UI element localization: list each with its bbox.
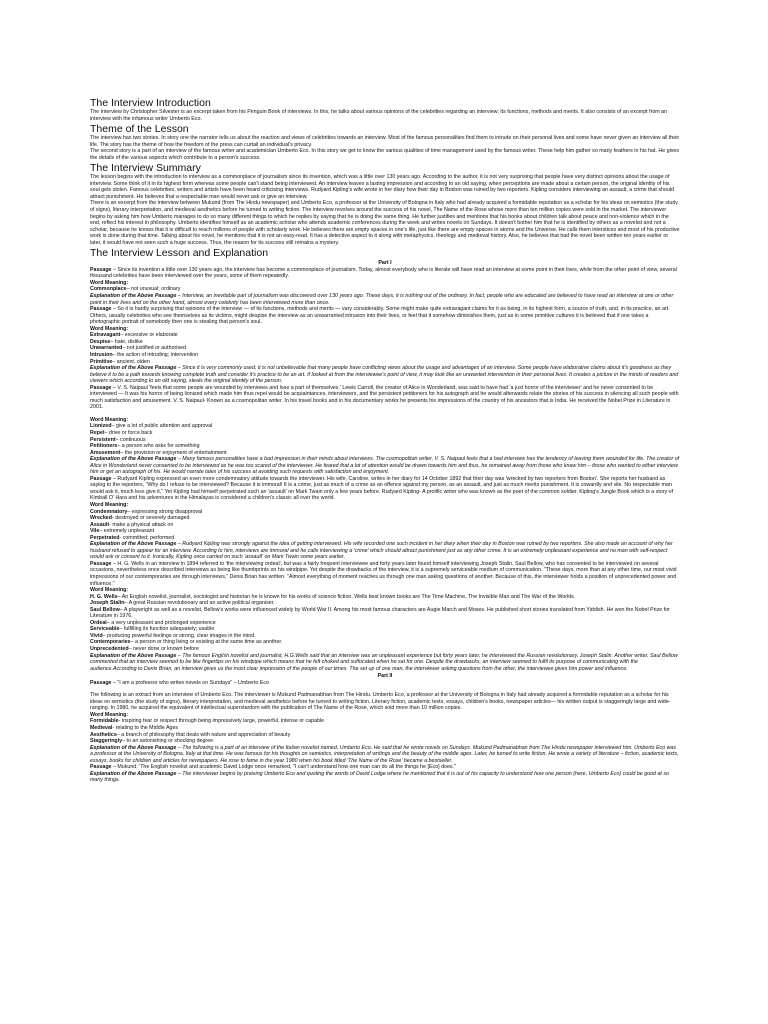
passage-label: Passage <box>90 679 112 686</box>
word-definition: – a branch of philosophy that deals with nature and appreciation of beauty <box>116 731 291 738</box>
explanation-text: – Since it is very commonly used, it is not unbelievable that many people have conflicting views about the usage and advantages of an interview. Some people have elaborative claims about it's goodness as they believe it to be a path towards knowing complete truth and consider it's practice to be an art. If looked at from the interviewee's point of view, it may look like an unwanted intervention in their personal lives. It creates a picture in the minds of readers and viewers which according to an old saying, steals the original identity of the person. <box>90 365 679 385</box>
word-term: Lionized <box>90 423 112 430</box>
word-term: Saul Bellow <box>90 606 120 613</box>
word-definition: – drive or force back <box>104 429 153 436</box>
word-term: Persistent <box>90 436 116 443</box>
word-list-2 <box>90 332 680 365</box>
passage-3 <box>90 385 680 411</box>
word-term: Unprecedented <box>90 646 129 653</box>
passage-4 <box>90 476 680 502</box>
word-term: Despise <box>90 338 111 345</box>
word-term: Serviceable <box>90 626 120 633</box>
word-definition: – An English novelist, journalist, sociologist and historian he is known for his works of science fiction. Wells best known books are The Time Machine, The Invisible Man and The War of the Worlds. <box>117 593 576 600</box>
word-definition: – not justified or authorised <box>122 345 186 352</box>
introduction-text: The Interview by Christopher Silvester is an excerpt taken from his Penguin Book of interviews. In this, he talks about various opinions of the celebrities regarding an interview; its functions, methods and merits. It also consists of an excerpt from an interview with the infamous writer Umberto Eco. <box>90 109 668 122</box>
passage-label: Passage <box>90 560 112 567</box>
word-meaning-label: Word Meaning: <box>90 279 129 286</box>
explanation-2 <box>90 365 680 385</box>
word-term: Primitive <box>90 358 113 365</box>
word-definition: – to an astonishing or shocking degree <box>122 738 214 745</box>
word-definition: – fulfilling its function adequately; usable <box>119 626 215 633</box>
word-term: Condemnatory <box>90 508 128 515</box>
passage-5 <box>90 561 680 587</box>
word-list-5 <box>90 594 680 653</box>
passage-label: Passage <box>90 475 112 482</box>
explanation-5 <box>90 653 680 673</box>
word-term: Aesthetics <box>90 731 117 738</box>
heading-theme: Theme of the Lesson <box>90 123 189 136</box>
explanation-label: Explanation of the Above Passage <box>90 456 177 463</box>
word-meaning-label: Word Meaning: <box>90 711 129 718</box>
passage-text: – So it is hardly surprising that opinions of the interview — of its functions, methods and merits — vary considerably. Some might make quite extravagant claims for it as being, in its highest form, a source of truth, and, in its practice, an art. Others, usually celebrities who see themselves as its victims, might despise the interview as an unwarranted intrusion into their lives, or feel that it somehow diminishes them, just as in some primitive cultures it is believed that if one takes a photographic portrait of somebody then one is stealing that person's soul. <box>90 306 670 326</box>
heading-introduction: The Interview Introduction <box>90 97 211 109</box>
explanation-label: Explanation of the Above Passage <box>90 541 177 548</box>
word-definition: – expressing strong disapproval <box>127 508 203 515</box>
passage-1 <box>90 267 680 280</box>
heading-lesson: The Interview Lesson and Explanation <box>90 247 269 260</box>
word-definition: – producing powerful feelings or strong, clear images in the mind. <box>102 632 256 639</box>
word-term: Repel <box>90 429 105 436</box>
word-definition: – never done or known before <box>128 646 199 653</box>
word-definition: – a very unpleasant and prolonged experience <box>106 619 216 626</box>
word-term: Vile <box>90 528 100 535</box>
word-term: Wrecked <box>90 515 112 522</box>
explanation-1 <box>90 293 680 306</box>
word-definition: – extremely unpleasant <box>99 528 155 535</box>
passage-label: Passage <box>90 266 112 273</box>
word-term: Staggeringly <box>90 738 123 745</box>
explanation-text: – Rudyard Kipling was strongly against the idea of getting interviewed. His wife recorded one such incident in her diary when their day in Boston was ruined by two reporters. She also made an account of why her husband refused to appear for an interview. According to him, interviews are immoral and he calls interviewing a 'crime' which should attract punishment just as any other crime. It is an extremely unpleasant experience and no man with self-respect would ask or consent to it. Ironically, Kipling once carried on such 'assault' on Mark Twain some years earlier. <box>90 541 673 561</box>
quote-text: – "I am a professor who writes novels on Sundays" – Umberto Eco <box>111 679 269 686</box>
word-definition: – give a lot of public attention and approval <box>111 423 213 430</box>
explanation-text: – The famous English novelist and journalist, H.G.Wells said that an interview was an unpleasant experience but forty years later, he interviewed the Russian revolutionary, Joseph Stalin. Another writer, Saul Bellow commented that an interview seemed to be like fingertips on his windpipe which means that he felt choked and suffocated when he sat for one. Despite the drawbacks, an interview seemed to fulfil its purpose of communicating with the audience.According to Denis Brian, an interview gives us the most clear impression of the people of our times. The set up of one man, the interviewer asking questions from the other, the interviewee gives him power and influence. <box>90 652 678 672</box>
word-term: Extravagant <box>90 332 121 339</box>
word-term: Contemporaries <box>90 639 131 646</box>
word-term: Petitioners <box>90 443 118 450</box>
explanation-label: Explanation of the Above Passage <box>90 293 177 300</box>
explanation-7 <box>90 771 680 784</box>
word-term: Perpetrated <box>90 534 120 541</box>
word-term: Intrusion <box>90 351 113 358</box>
word-definition: - committed; performed <box>119 534 175 541</box>
explanation-3 <box>90 456 680 476</box>
passage-label: Passage <box>90 764 112 771</box>
word-term: Formidable <box>90 718 119 725</box>
passage-text: – Mukund: 'The English novelist and academic David Lodge once remarked, "I can't understand how one man can do all the things he [Eco] does." <box>111 764 456 771</box>
word-definition: – a person who asks for something <box>117 443 200 450</box>
explanation-text: – Interview, an inevitable part of journalism was discovered over 130 years ago. These days, it is nothing out of the ordinary. In fact, people who are educated are believed to have read an interview at one or other point in their lives and on the other hand, almost every celebrity has been interviewed more than once. <box>90 293 674 306</box>
word-meaning-label: Word Meaning: <box>90 587 129 594</box>
heading-summary: The Interview Summary <box>90 162 201 175</box>
passage-2 <box>90 306 680 326</box>
word-definition: – A great Russian revolutionary and an active political organiser. <box>124 600 275 607</box>
word-definition: - destroyed or severely damaged <box>111 515 190 522</box>
word-list-3 <box>90 423 680 456</box>
word-definition: - relating to the Middle Ages <box>112 725 179 732</box>
word-term: Unwarranted <box>90 345 123 352</box>
word-term: Assault <box>90 521 110 528</box>
word-definition: – ancient, olden <box>112 358 150 365</box>
word-meaning-label: Word Meaning: <box>90 416 129 423</box>
passage-text: – Rudyard Kipling expressed an even more condemnatory attitude towards the interviewer. His wife, Caroline, writes in her diary for 14 October 1892 that their day was 'wrecked by two reporters from Boston'. She reports her husband as saying to the reporters, "Why do I refuse to be interviewed? Because it is immoral! It is a crime, just as much of a crime as an offence against my person, as an assault, and just as much merits punishment. It is cowardly and vile. No respectable man would ask it, much less give it," Yet Kipling had himself perpetrated such an 'assault' on Mark Twain only a few years before. Rudyard Kipling- A prolific writer who was known as the poet of the common soldier. Kipling's Jungle Book which is a story of Kimball O' Hara and his adventures in the Himalayas is considered a children's classic all over the world. <box>90 475 674 502</box>
explanation-6 <box>90 745 680 765</box>
summary-text-1: The lesson begins with the introduction to interview as a commonplace of journalism since its invention, which was a little over 130 years ago. According to the author, it is not very surprising that people have very distinct opinions about the usage of interview. Some think of it in its highest form whereas some people can't stand being interviewed. An interview leaves a lasting impression and according to an old saying, when perceptions are made about a certain person, the original identity of his soul gets stolen. Famous celebrities, writers and artists have been heard criticising interviews. Rudyard Kipling's wife wrote in her diary how their day in Boston was ruined by two reporters. Kipling considers interviewing an assault, a crime that should attract punishment. He believes that a respectable man would never ask or give an interview. <box>90 174 674 200</box>
explanation-label: Explanation of the Above Passage <box>90 652 177 659</box>
word-definition: – a person or thing living or existing at the same time as another. <box>130 639 283 646</box>
passage-text: – H. G. Wells in an interview in 1894 referred to 'the interviewing ordeal', but was a fairly frequent interviewee and forty years later found himself interviewing Joseph Stalin. Saul Bellow, who has consented to be interviewed on several occasions, nevertheless once described interviews as being like thumbprints on his windpipe. Yet despite the drawbacks of the interview, it is a supremely serviceable medium of communication. "These days, more than at any other time, our most vivid impressions of our contemporaries are through interviews," Denis Brian has written. "Almost everything of moment reaches us through one man asking questions of another. Because of this, the interviewer holds a position of unprecedented power and influence." <box>90 560 677 587</box>
word-meaning-item <box>90 607 680 620</box>
word-meaning-label: Word Meaning: <box>90 325 129 332</box>
explanation-text: – The interviewer begins by praising Umberto Eco and quoting the words of David Lodge where he mentioned that it is out of his capacity to understand how one person (here, Umberto Eco) could be good at so many things. <box>90 770 669 784</box>
explanation-text: – Many famous personalities have a bad impression in their minds about interviews. The cosmopolitan writer, V. S. Naipaul feels that a bad interview has the tendency of leaving them wounded for life. The creator of Alice in Wonderland never consented to be interviewed as he was too scared of the interviewer. He feared that a lot of attention would be drawn towards him and thus, he remained away from those who knew him – those who wanted to either interview him or get an autograph of his. He would narrate tales of his success at avoiding such requests with satisfaction and enjoyment. <box>90 456 680 476</box>
word-definition: – continuous <box>115 436 146 443</box>
word-definition: – not unusual; ordinary <box>126 286 181 293</box>
word-definition: – A playwright as well as a novelist, Bellow's works were influenced widely by World War II. Among his most famous characters are Augie March and Moses. He published short stories translated from Yiddish. He won the Nobel Prize for Literature in 1976. <box>90 606 670 620</box>
word-term: Commonplace <box>90 286 127 293</box>
word-list-4 <box>90 509 680 542</box>
word-definition: - make a physical attack on <box>109 521 174 528</box>
theme-text-2: The second story is a part of an interview of the famous writer and academician Umberto Eco. In this story we get to know the various qualities of time management used by the famous writer. These help him gather so many feathers in his hat. He gives the details of the various aspects which contribute to a person's success. <box>90 148 680 161</box>
summary-text-2: There is an excerpt from the interview between Mukund (from The Hindu newspaper) and Umberto Eco, a professor at the University of Bologna in Italy who had already acquired a formidable reputation as a scholar for his ideas on semiotics (the study of signs), literary interpretation, and medieval aesthetics before he turned to writing fiction. The interview revolves around the success of his novel, The Name of the Rose whose more than ten million copies were sold in the market. The interviewer begins by asking him how Umberto manages to do so many different things to which he replies by saying that he is doing the same thing. He further justifies and mentions that his books about children talk about peace and non-violence which in the end, reflect his interest in philosophy. Umberto identifies himself as an academic scholar who attends academic conferences during the week and writes novels on Sundays. It doesn't bother him that he is identified by others as a novelist and not a scholar, because he knows that it is difficult to reach millions of people with scholarly work. He believes there are empty spaces in one's life, just like there are empty spaces in atoms and the Universe. He calls them interstices and most of his productive work is done during that time. Talking about his novel, he mentions that it is not an easy-read. It has a detective aspect to it along with metaphysics, theology and medieval history. Also, he believes that had the novel been written ten years earlier or later, it would have not seen such a huge success. Thus, the reason for its success still remains a mystery. <box>90 200 680 246</box>
word-meaning-label: Word Meaning: <box>90 501 129 508</box>
word-term: Ordeal <box>90 619 107 626</box>
explanation-label: Explanation of the Above Passage <box>90 744 177 751</box>
explanation-label: Explanation of the Above Passage <box>90 365 177 372</box>
passage-label: Passage <box>90 306 112 313</box>
word-term: H. G. Wells <box>90 593 118 600</box>
word-definition: – the provision or enjoyment of entertainment <box>120 449 227 456</box>
word-list-6 <box>90 718 680 744</box>
part-2-title: Part II <box>377 673 393 680</box>
word-term: Joseph Stalin <box>90 600 125 607</box>
explanation-4 <box>90 541 680 561</box>
word-definition: - inspiring fear or respect through being impressively large, powerful, intense or capable <box>118 718 325 725</box>
passage-label: Passage <box>90 384 112 391</box>
explanation-text: – The following is a part of an interview of the Italian novelist named, Umberto Eco. He said that he wrote novels on Sundays. Mukund Padmanabhan from The Hindu newspaper interviewed him. Umberto Eco was a professor at the University of Bologna, Italy at that time. He was famous for his thoughts on semiotics, interpretation of writings and the beauty of the middle ages. Later, he turned to write fiction. He wrote a variety of literature – fiction, academic texts, essays, books for children and articles for newspapers. He rose to fame in the year 1980 when his book titled 'The Name of the Rose' became a bestseller. <box>90 744 679 764</box>
word-term: Vivid <box>90 632 103 639</box>
explanation-label: Explanation of the Above Passage <box>90 770 177 777</box>
passage-text: – V. S. Naipaul 'feels that some people are wounded by interviews and lose a part of themselves.' Lewis Carroll, the creator of Alice in Wonderland, was said to have had 'a just horror of the interviewer' and he never consented to be interviewed — It was his horror of being lionized which made him thus repel would be acquaintances, interviewers, and the persistent petitioners for his autograph and he would afterwards relate the stories of his success in silencing all such people with much satisfaction and amusement. V. S. Naipaul- Known as a cosmopolitan writer. In his travel books and in his documentary works he presents his impressions of the country of his ancestors that is India. He received the Nobel Prize in Literature in 2001. <box>90 384 679 411</box>
word-term: Amusement <box>90 449 121 456</box>
theme-text-1: The interview has two stories. In story one the narrator tells us about the reaction and views of celebrities towards an interview. Most of the famous personalities find them to intrude on their personal lives and some have never given an interview all their life. The story has the theme of how the freedom of the press can curtail an individual's privacy. <box>90 135 680 148</box>
word-definition: – excessive or elaborate <box>120 332 178 339</box>
word-definition: – hate, dislike <box>110 338 143 345</box>
word-definition: – the action of intruding; intervention <box>112 351 199 358</box>
word-term: Medieval <box>90 725 113 732</box>
part-1-title: Part I <box>378 260 392 267</box>
passage-text: – Since its invention a little over 130 years ago, the interview has become a commonplace of journalism. Today, almost everybody who is literate will have read an interview at some point in their lives, while from the other point of view, several thousand celebrities have been interviewed over the years, some of them repeatedly. <box>90 266 677 280</box>
part-2-intro: The following is an extract from an interview of Umberto Eco. The interviewer is Mukund Padmanabhan from The Hindu. Umberto Eco, a professor at the University of Bologna in Italy had already acquired a formidable reputation as a scholar for his ideas on semiotics (the study of signs), literary interpretation, and medieval aesthetics before he turned to writing fiction. Literary fiction, academic texts, essays, children's books, newspaper articles— his written output is staggeringly large and wide-ranging. In 1980, he acquired the equivalent of intellectual superstardom with the publication of The Name of the Rose, which sold more than 10 million copies. <box>90 692 671 712</box>
